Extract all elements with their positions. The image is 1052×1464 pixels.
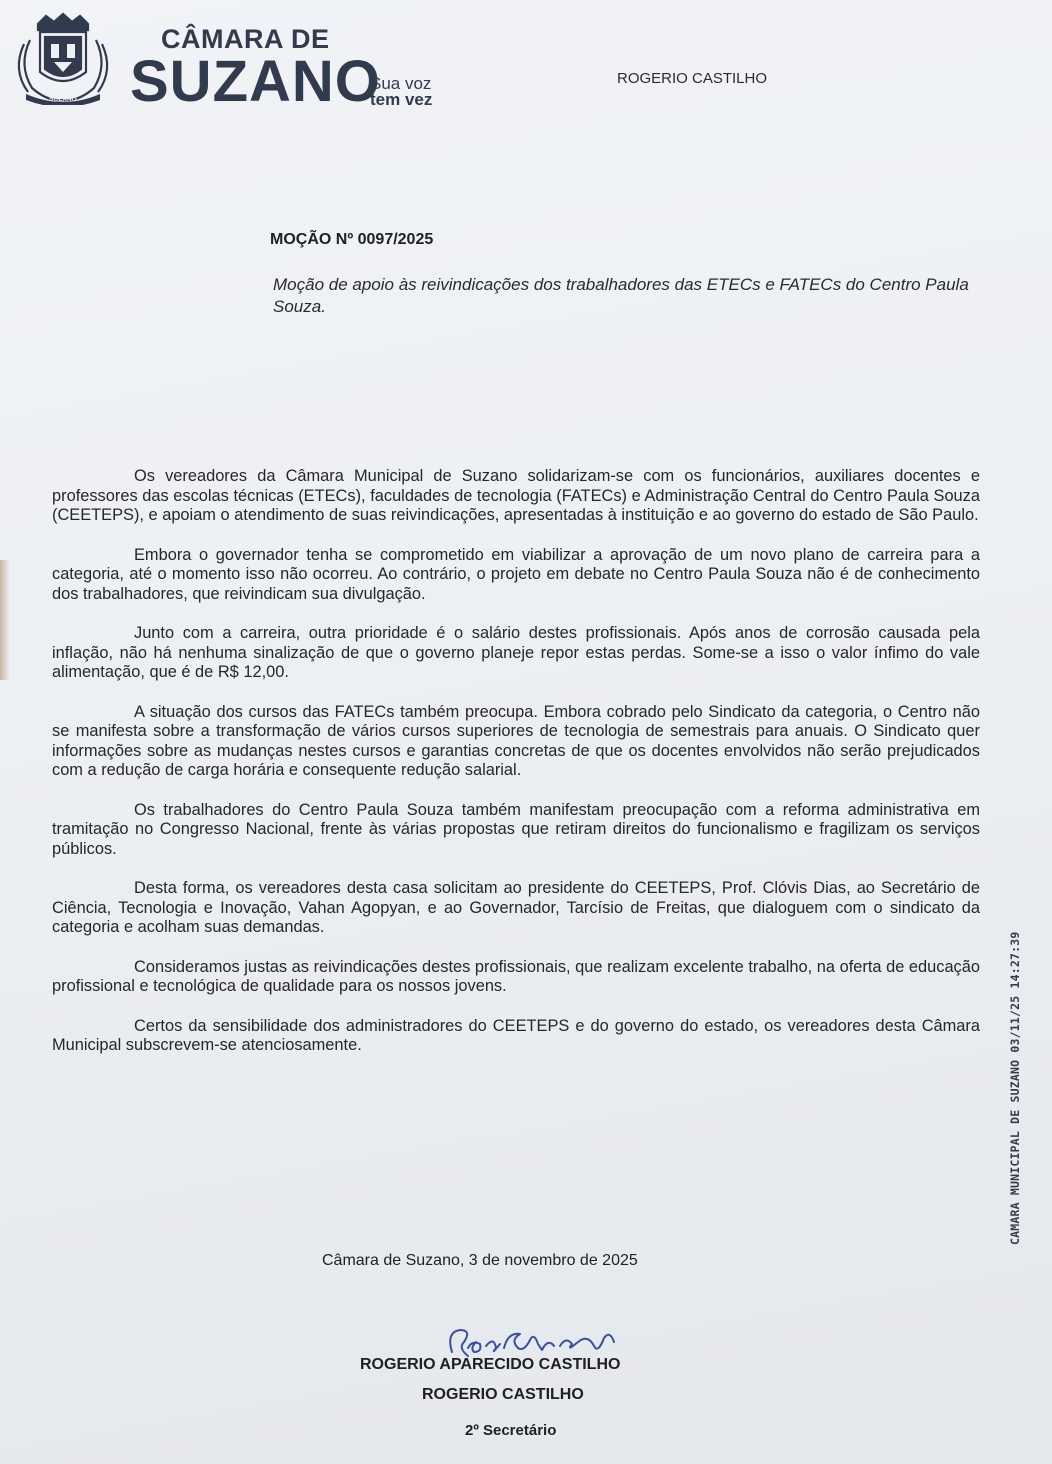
signer-role: 2º Secretário (465, 1422, 557, 1439)
logo-line-camara: CÂMARA DE (161, 24, 330, 54)
place-and-date: Câmara de Suzano, 3 de novembro de 2025 (322, 1252, 638, 1269)
body-paragraph: Certos da sensibilidade dos administradores do CEETEPS e do governo do estado, os vereadores desta Câmara Municipal subscrevem-se atenciosamente. (52, 1016, 980, 1054)
crest-ribbon-text: SUZANO (49, 96, 77, 103)
body-paragraph: Os vereadores da Câmara Municipal de Suzano solidarizam-se com os funcionários, auxiliares docentes e professores das escolas técnicas (ETECs), faculdades de tecnologia (FATECs) e Administração Central do Centro Paula Souza (CEETEPS), e apoiam o atendimento de suas reivindicações, apresentadas à instituição e ao governo do estado de São Paulo. (52, 467, 980, 524)
body-paragraph: Os trabalhadores do Centro Paula Souza também manifestam preocupação com a reforma administrativa em tramitação no Congresso Nacional, frente às várias propostas que retiram direitos do funcionalismo e fragilizam os serviços públicos. (52, 800, 980, 858)
logo-line-suzano: SUZANO (130, 49, 381, 114)
body-paragraph: Desta forma, os vereadores desta casa solicitam ao presidente do CEETEPS, Prof. Clóvis Dias, ao Secretário de Ciência, Tecnologia e Inovação, Vahan Agopyan, e ao Governador, Tarcísio de Freitas, que dialoguem com o sindicato da categoria e acolham suas demandas. (52, 879, 980, 936)
body-paragraph: Consideramos justas as reivindicações destes profissionais, que realizam excelente trabalho, na oferta de educação profissional e tecnológica de qualidade para os nossos jovens. (52, 957, 980, 995)
page-edge-shadow (0, 560, 10, 680)
logo-tagline-line2: tem vez (370, 90, 433, 109)
signer-alias: ROGERIO CASTILHO (422, 1386, 584, 1403)
protocol-stamp: CAMARA MUNICIPAL DE SUZANO 03/11/25 14:27:39 (1008, 931, 1022, 1245)
chamber-logo (8, 10, 468, 114)
motion-subject: Moção de apoio às reivindicações dos trabalhadores das ETECs e FATECs do Centro Paula Souza. (273, 275, 969, 316)
body-paragraph: Embora o governador tenha se comprometido em viabilizar a aprovação de um novo plano de carreira para a categoria, até o momento isso não ocorreu. Ao contrário, o projeto em debate no Centro Paula Souza não é de conhecimento dos trabalhadores, que reivindicam sua divulgação. (52, 545, 980, 603)
body-paragraph: A situação dos cursos das FATECs também preocupa. Embora cobrado pelo Sindicato da categoria, o Centro não se manifesta sobre a transformação de vários cursos superiores de tecnologia de semestrais para anuais. O Sindicato quer informações sobre as mudanças nestes cursos e garantias concretas de que os docentes envolvidos não serão prejudicados com a redução de carga horária e consequente redução salarial. (52, 702, 980, 779)
motion-number: MOÇÃO Nº 0097/2025 (270, 231, 434, 248)
header-author: ROGERIO CASTILHO (617, 70, 768, 87)
logo-tagline-line1: Sua voz (370, 74, 432, 93)
motion-body (52, 467, 980, 1076)
city-crest-icon (8, 10, 118, 105)
signer-full-name: ROGERIO APARECIDO CASTILHO (360, 1356, 621, 1373)
body-paragraph: Junto com a carreira, outra prioridade é o salário destes profissionais. Após anos de corrosão causada pela inflação, não há nenhuma sinalização de que o governo planeje repor estas perdas. Some-se a isso o valor ínfimo do vale alimentação, que é de R$ 12,00. (52, 624, 980, 681)
